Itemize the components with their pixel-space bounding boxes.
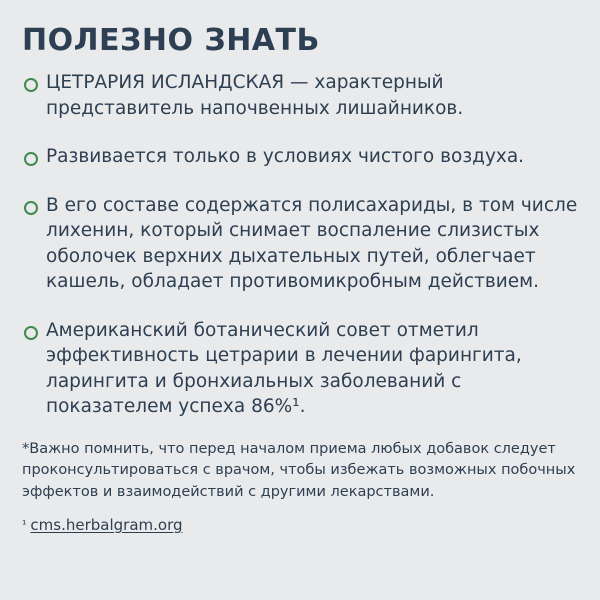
page-title: ПОЛЕЗНО ЗНАТЬ	[22, 23, 320, 58]
circle-bullet-icon	[24, 152, 38, 166]
disclaimer-note: *Важно помнить, что перед началом приема любых добавок следует проконсультироваться с врачом, чтобы избежать возможных побочных эффектов и взаимодействий с другими лекарствами.	[22, 440, 576, 500]
bullet-item-clean-air	[22, 144, 578, 170]
circle-bullet-icon	[24, 201, 38, 215]
bullet-item-effectiveness	[22, 318, 578, 420]
bullet-item-lichen-intro	[22, 70, 578, 121]
bullet-text: ЦЕТРАРИЯ ИСЛАНДСКАЯ — характерный представитель напочвенных лишайников.	[46, 72, 464, 119]
footnote-marker: ¹	[22, 518, 27, 531]
bullet-list	[22, 70, 578, 420]
bullet-text: Американский ботанический совет отметил эффективность цетрарии в лечении фарингита, ларингита и бронхиальных заболеваний с показателем успеха 86%¹.	[46, 319, 522, 417]
footnote-source-link[interactable]: cms.herbalgram.org	[30, 516, 183, 534]
circle-bullet-icon	[24, 326, 38, 340]
bullet-text: Развивается только в условиях чистого воздуха.	[46, 146, 525, 167]
bullet-item-composition	[22, 193, 578, 295]
bullet-text: В его составе содержатся полисахариды, в том числе лихенин, который снимает воспаление слизистых оболочек верхних дыхательных путей, облегчает кашель, обладает противомикробным действием.	[46, 194, 578, 292]
footnote	[22, 515, 578, 535]
circle-bullet-icon	[24, 78, 38, 92]
